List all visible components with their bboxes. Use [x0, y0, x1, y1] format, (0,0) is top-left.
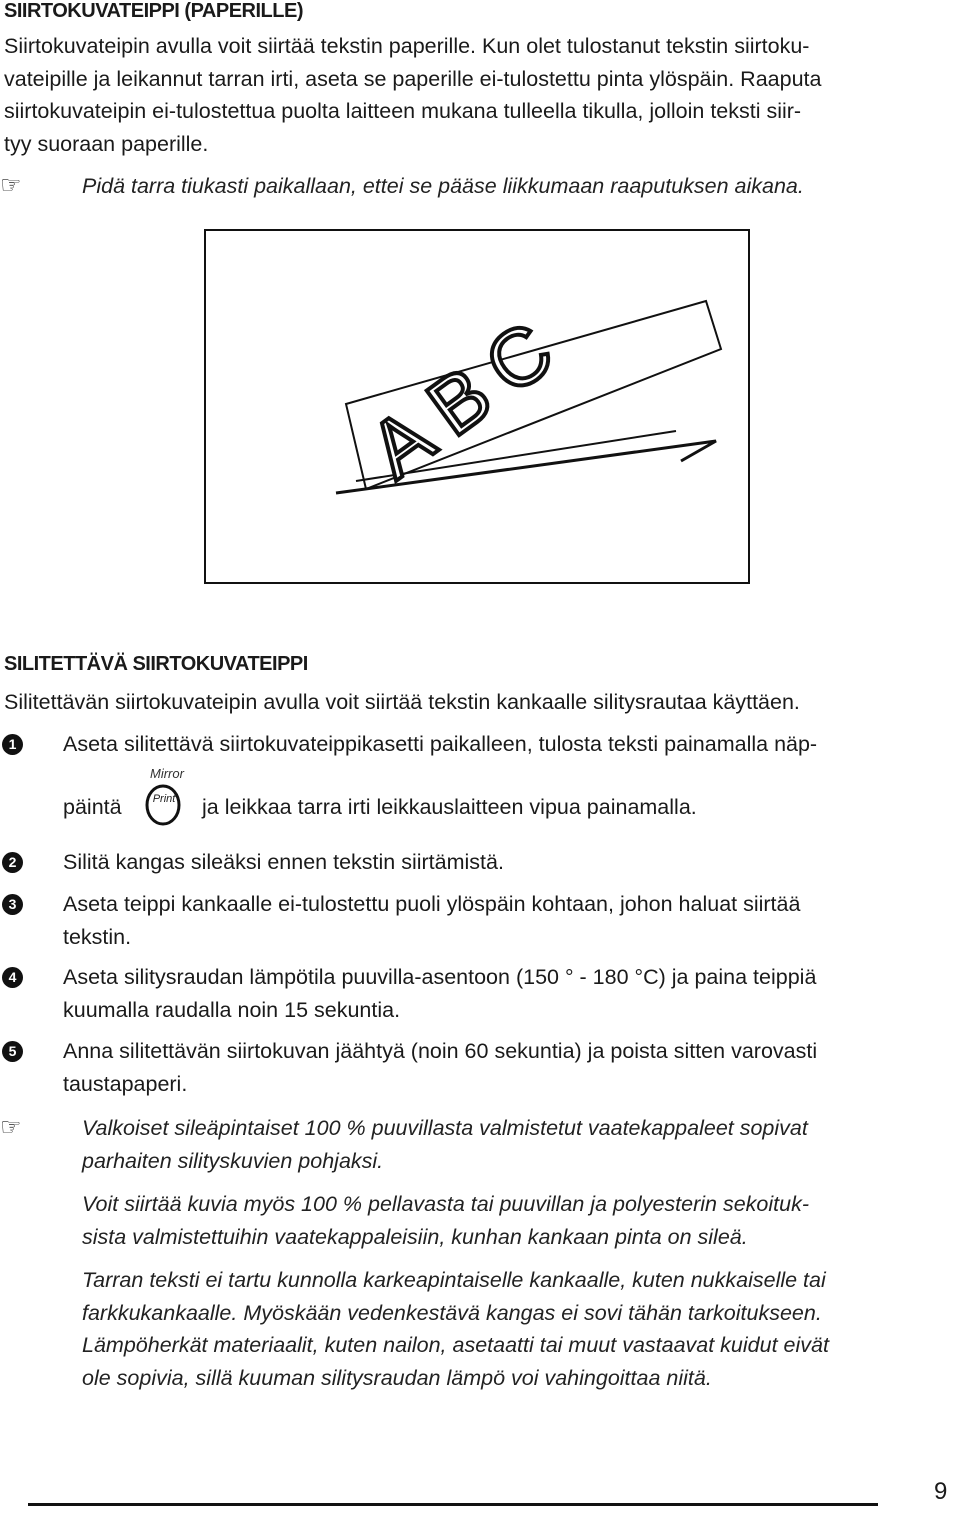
note-1	[82, 1112, 954, 1177]
paragraph-line: siirtokuvateipin ei-tulostettua puolta laitteen mukana tulleella tikulla, jolloin teksti siir-	[4, 99, 802, 123]
note-text: Pidä tarra tiukasti paikallaan, ettei se pääse liikkumaan raaputuksen aikana.	[82, 174, 804, 198]
step-number-5: 5	[2, 1041, 23, 1062]
transfer-illustration	[204, 229, 750, 584]
pointing-hand-icon: ☞	[0, 1114, 22, 1141]
note-line: farkkukankaalle. Myöskään vedenkestävä kangas ei sovi tähän tarkoitukseen.	[82, 1300, 822, 1325]
footer-rule	[28, 1503, 878, 1506]
step-number-2: 2	[2, 852, 23, 873]
section-heading-paper-transfer: SIIRTOKUVATEIPPI (PAPERILLE)	[4, 0, 303, 22]
print-key-label: Print	[152, 793, 176, 805]
step-5-text	[63, 1035, 955, 1100]
page-number: 9	[934, 1478, 948, 1505]
step-number-1: 1	[2, 734, 23, 755]
step-line: päintä	[63, 795, 122, 819]
paragraph-line: vateipille ja leikannut tarran irti, aseta se paperille ei-tulostettu pinta ylöspäin. Raaputa	[4, 66, 822, 91]
step-number-3: 3	[2, 894, 23, 915]
note-line: parhaiten silityskuvien pohjaksi.	[82, 1148, 384, 1173]
note-line: Tarran teksti ei tartu kunnolla karkeapintaiselle kankaalle, kuten nukkaiselle tai	[82, 1268, 826, 1292]
step-line: ja leikkaa tarra irti leikkauslaitteen vipua painamalla.	[202, 795, 697, 819]
mirror-key-label: Mirror	[150, 766, 184, 781]
transfer-tape-drawing	[206, 231, 748, 582]
note-3	[82, 1264, 954, 1394]
step-3-text	[63, 888, 955, 953]
note-line: sista valmistettuihin vaatekappaleisiin, kunhan kankaan pinta on sileä.	[82, 1224, 748, 1249]
step-line: taustapaperi.	[63, 1071, 188, 1096]
step-line: Aseta silitysraudan lämpötila puuvilla-asentoon (150 ° - 180 °C) ja paina teippiä	[63, 965, 817, 989]
abc-transfer-text: ABC	[353, 294, 583, 495]
intro-paragraph	[4, 686, 954, 719]
step-line: Anna silitettävän siirtokuvan jäähtyä (noin 60 sekuntia) ja poista sitten varovasti	[63, 1039, 818, 1063]
step-1-text	[63, 728, 955, 761]
note-2	[82, 1188, 954, 1253]
paragraph-line: Siirtokuvateipin avulla voit siirtää tekstin paperille. Kun olet tulostanut tekstin siirtoku-	[4, 34, 810, 58]
pointing-hand-icon: ☞	[0, 172, 22, 199]
section-paragraph	[4, 30, 954, 160]
note-line: Lämpöherkät materiaalit, kuten nailon, asetaatti tai muut vastaavat kuidut eivät	[82, 1333, 829, 1357]
step-1-cont-before	[63, 791, 153, 824]
step-line: Silitä kangas sileäksi ennen tekstin siirtämistä.	[63, 850, 504, 874]
step-2-text	[63, 846, 955, 879]
note-line: ole sopivia, sillä kuuman silitysraudan lämpö voi vahingoittaa niitä.	[82, 1365, 712, 1390]
step-number-4: 4	[2, 967, 23, 988]
paragraph-line: Silitettävän siirtokuvateipin avulla voit siirtää tekstin kankaalle silitysrautaa käyttäen.	[4, 690, 800, 714]
step-4-text	[63, 961, 955, 1026]
paragraph-line: tyy suoraan paperille.	[4, 131, 209, 156]
note-line: Valkoiset sileäpintaiset 100 % puuvillasta valmistetut vaatekappaleet sopivat	[82, 1116, 808, 1140]
step-line: kuumalla raudalla noin 15 sekuntia.	[63, 997, 401, 1022]
section-heading-iron-on-transfer: SILITETTÄVÄ SIIRTOKUVATEIPPI	[4, 653, 308, 675]
note-line: Voit siirtää kuvia myös 100 % pellavasta tai puuvillan ja polyesterin sekoituk-	[82, 1192, 809, 1216]
step-1-cont-after	[202, 791, 952, 824]
step-line: Aseta silitettävä siirtokuvateippikasetti paikalleen, tulosta teksti painamalla näp-	[63, 732, 818, 756]
step-line: Aseta teippi kankaalle ei-tulostettu puoli ylöspäin kohtaan, johon haluat siirtää	[63, 892, 801, 916]
step-line: tekstin.	[63, 924, 132, 949]
